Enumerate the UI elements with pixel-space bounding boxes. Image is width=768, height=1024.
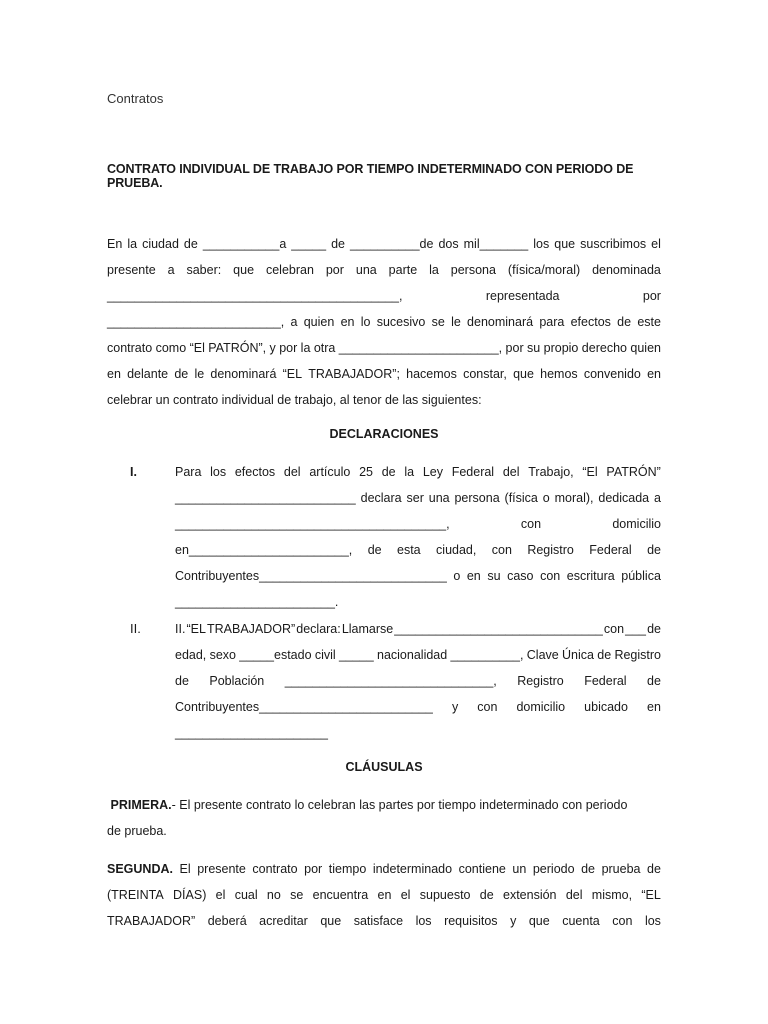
word: ser — [406, 491, 424, 505]
word: denominará — [467, 315, 534, 329]
word: requisitos — [444, 914, 498, 928]
clause-label: PRIMERA. — [110, 798, 172, 812]
word: sexo — [209, 648, 236, 662]
word: Federal — [451, 465, 495, 479]
word: propio — [543, 341, 579, 355]
word: __________de — [350, 237, 434, 251]
word: dedicada — [598, 491, 650, 505]
word: _______________________________________, — [175, 517, 450, 531]
declaration-number: II. — [130, 621, 141, 636]
word: de — [581, 862, 596, 876]
word: supuesto — [419, 888, 471, 902]
word: para — [539, 315, 565, 329]
word: periodo — [532, 862, 575, 876]
word: Federal — [589, 543, 632, 557]
word: en — [466, 569, 481, 583]
word: “EL — [641, 888, 661, 902]
declaration-body — [175, 616, 661, 746]
word: de — [183, 237, 198, 251]
word: como — [155, 341, 187, 355]
word: Contribuyentes___________________________ — [175, 569, 447, 583]
word: extensión — [503, 888, 557, 902]
word: de — [617, 315, 632, 329]
word: dos — [438, 237, 459, 251]
word: TRABAJADOR” — [207, 622, 296, 636]
word: por — [279, 341, 298, 355]
word: pública — [621, 569, 661, 583]
word: en_______________________, — [175, 543, 353, 557]
word: con — [603, 622, 625, 636]
word: “EL — [186, 622, 206, 636]
word: contrato — [107, 341, 153, 355]
page-header-label: Contratos — [107, 91, 164, 106]
word: celebrar un contrato individual de trabajo, al tenor de las siguientes: — [107, 393, 482, 407]
word: o — [542, 491, 550, 505]
word: por — [325, 263, 344, 277]
word: este — [637, 315, 661, 329]
word: _____ — [291, 237, 327, 251]
word: la — [300, 341, 311, 355]
word: el — [651, 237, 661, 251]
word: Para — [175, 465, 202, 479]
word: hemos — [540, 367, 578, 381]
word: los — [533, 237, 550, 251]
word: por — [304, 862, 323, 876]
word: ______________________ — [175, 726, 328, 740]
text-line — [107, 882, 661, 908]
word: ___ — [625, 622, 646, 636]
declaration-body — [175, 459, 661, 615]
word: y — [510, 914, 517, 928]
word: edad, — [175, 648, 207, 662]
word: TRABAJADOR” — [107, 914, 196, 928]
word: prueba — [601, 862, 641, 876]
word: declara: — [296, 622, 341, 636]
word: a — [290, 315, 298, 329]
word: Única — [562, 648, 594, 662]
word: en — [647, 367, 661, 381]
clause-text: - El presente contrato lo celebran las partes por tiempo indeterminado con periodo — [171, 798, 628, 812]
word: los — [644, 914, 661, 928]
word: Llamarse — [341, 622, 394, 636]
word: denominará — [210, 367, 277, 381]
word: en — [340, 315, 355, 329]
word: caso — [507, 569, 534, 583]
word: ___________a — [202, 237, 287, 251]
text-line — [107, 361, 661, 387]
word: la — [429, 263, 439, 277]
declaraciones-heading: DECLARACIONES — [329, 427, 439, 441]
word: nacionalidad — [377, 648, 448, 662]
word: _____ — [338, 648, 374, 662]
word: una — [428, 491, 450, 505]
word: su — [527, 341, 541, 355]
word: persona — [454, 491, 500, 505]
word: _______________________. — [175, 595, 339, 609]
word: constar, — [463, 367, 507, 381]
word: _____estado — [239, 648, 312, 662]
declaration-number: I. — [130, 465, 137, 479]
word: la — [404, 465, 415, 479]
word: Clave — [526, 648, 559, 662]
word: cuenta — [562, 914, 600, 928]
intro-paragraph — [107, 231, 661, 413]
word: contiene — [458, 862, 506, 876]
word: en — [377, 888, 392, 902]
word: y — [269, 341, 276, 355]
text-line — [107, 309, 661, 335]
word: El — [179, 862, 191, 876]
word: de — [597, 648, 612, 662]
word: de — [367, 543, 382, 557]
word: PATRÓN”, — [208, 341, 267, 355]
word: __________________________________________, — [107, 289, 403, 303]
word: con — [491, 543, 512, 557]
word: “El — [189, 341, 205, 355]
text-line — [175, 694, 661, 720]
word: suscribimos — [580, 237, 647, 251]
word: _______________________, — [338, 341, 503, 355]
text-line — [107, 387, 661, 413]
word: con — [612, 914, 633, 928]
word: derecho — [581, 341, 627, 355]
text-line — [175, 563, 661, 589]
word: declara — [360, 491, 402, 505]
word: el — [215, 888, 226, 902]
word: En — [107, 237, 123, 251]
word: con — [520, 517, 542, 531]
word: encuentra — [312, 888, 369, 902]
word: moral), — [554, 491, 594, 505]
word: __________________________ — [175, 491, 356, 505]
word: convenido — [583, 367, 641, 381]
word: de — [331, 237, 345, 251]
text-line — [175, 720, 661, 746]
word: que — [233, 263, 255, 277]
word: a — [654, 491, 661, 505]
word: PATRÓN” — [606, 465, 661, 479]
word: ciudad — [142, 237, 179, 251]
text-line — [107, 856, 661, 882]
word: y — [451, 700, 459, 714]
word: artículo — [309, 465, 351, 479]
word: Ley — [422, 465, 443, 479]
word: Población — [209, 674, 265, 688]
word: mil_______ — [463, 237, 529, 251]
text-line — [175, 485, 661, 511]
word: de — [647, 543, 661, 557]
text-line — [107, 257, 661, 283]
word: civil — [314, 648, 336, 662]
word: __________, — [450, 648, 524, 662]
word: que — [320, 914, 342, 928]
word: Federal — [584, 674, 627, 688]
text-line — [107, 908, 661, 934]
word: escritura — [566, 569, 615, 583]
word: le — [451, 315, 461, 329]
word: de — [647, 862, 661, 876]
word: de — [381, 465, 396, 479]
word: del — [502, 465, 520, 479]
word: el — [400, 888, 411, 902]
word: domicilio — [516, 700, 566, 714]
word: que — [528, 914, 550, 928]
word: deberá — [207, 914, 247, 928]
word: (TREINTA — [107, 888, 164, 902]
word: TRABAJADOR”; — [308, 367, 400, 381]
word: delante — [127, 367, 169, 381]
word: II. — [175, 622, 186, 636]
contract-title: CONTRATO INDIVIDUAL DE TRABAJO POR TIEMPO INDETERMINADO CON PERIODO DE PRUEBA. — [107, 162, 634, 190]
word: del — [283, 465, 301, 479]
word: sucesivo — [376, 315, 426, 329]
text-line — [175, 537, 661, 563]
word: de — [175, 674, 189, 688]
word: en — [107, 367, 121, 381]
word: representada — [485, 289, 560, 303]
word: por — [642, 289, 661, 303]
word: o — [453, 569, 461, 583]
text-line — [175, 668, 661, 694]
word: quien — [630, 341, 661, 355]
word: domicilio — [612, 517, 661, 531]
word: 25 — [359, 465, 373, 479]
word: Contribuyentes_________________________ — [175, 700, 433, 714]
word: Registro — [517, 674, 564, 688]
word: ______________________________, — [284, 674, 497, 688]
word: de — [647, 622, 661, 636]
word: (física — [504, 491, 538, 505]
word: satisface — [353, 914, 404, 928]
word: cual — [234, 888, 258, 902]
clause-primera — [107, 792, 661, 844]
text-line — [107, 335, 661, 361]
word: se — [290, 888, 304, 902]
word: Registro — [614, 648, 661, 662]
word: se — [431, 315, 445, 329]
word: _________________________, — [107, 315, 285, 329]
word: a — [167, 263, 175, 277]
clause-text: de prueba. — [107, 824, 167, 838]
text-line — [175, 511, 661, 537]
word: denominada — [592, 263, 661, 277]
clause-segunda — [107, 856, 661, 934]
word: efectos — [570, 315, 611, 329]
word: con — [540, 569, 561, 583]
text-line — [107, 231, 661, 257]
word: saber: — [186, 263, 222, 277]
word: ubicado — [584, 700, 628, 714]
word: una — [355, 263, 377, 277]
word: “El — [582, 465, 598, 479]
word: con — [477, 700, 498, 714]
word: que — [513, 367, 534, 381]
word: la — [127, 237, 138, 251]
word: del — [565, 888, 583, 902]
text-line — [175, 589, 661, 615]
word: le — [194, 367, 205, 381]
word: celebran — [265, 263, 314, 277]
word: hacemos — [406, 367, 457, 381]
word: efectos — [234, 465, 276, 479]
word: de — [174, 367, 189, 381]
word: Trabajo, — [528, 465, 574, 479]
word: presente — [197, 862, 246, 876]
word: ciudad, — [436, 543, 477, 557]
word: acreditar — [259, 914, 308, 928]
word: mismo, — [591, 888, 633, 902]
word: persona — [450, 263, 496, 277]
text-line — [107, 283, 661, 309]
word: ______________________________ — [394, 622, 603, 636]
word: no — [266, 888, 281, 902]
word: (física/moral) — [507, 263, 581, 277]
clausulas-heading: CLÁUSULAS — [345, 760, 423, 774]
word: parte — [388, 263, 418, 277]
text-line — [175, 459, 661, 485]
word: Registro — [527, 543, 574, 557]
word: “EL — [282, 367, 303, 381]
word: los — [415, 914, 432, 928]
word: lo — [360, 315, 371, 329]
word: de — [479, 888, 494, 902]
word: en — [647, 700, 661, 714]
word: un — [512, 862, 527, 876]
text-line — [175, 642, 661, 668]
word: los — [210, 465, 227, 479]
text-line — [175, 616, 661, 642]
word: por — [505, 341, 524, 355]
word: que — [554, 237, 576, 251]
word: indeterminado — [372, 862, 453, 876]
word: presente — [107, 263, 156, 277]
word: quien — [303, 315, 335, 329]
word: su — [487, 569, 501, 583]
word: contrato — [252, 862, 298, 876]
word: tiempo — [328, 862, 367, 876]
clause-label: SEGUNDA. — [107, 862, 173, 876]
word: otra — [313, 341, 336, 355]
word: de — [647, 674, 661, 688]
word: esta — [397, 543, 421, 557]
word: DÍAS) — [173, 888, 207, 902]
